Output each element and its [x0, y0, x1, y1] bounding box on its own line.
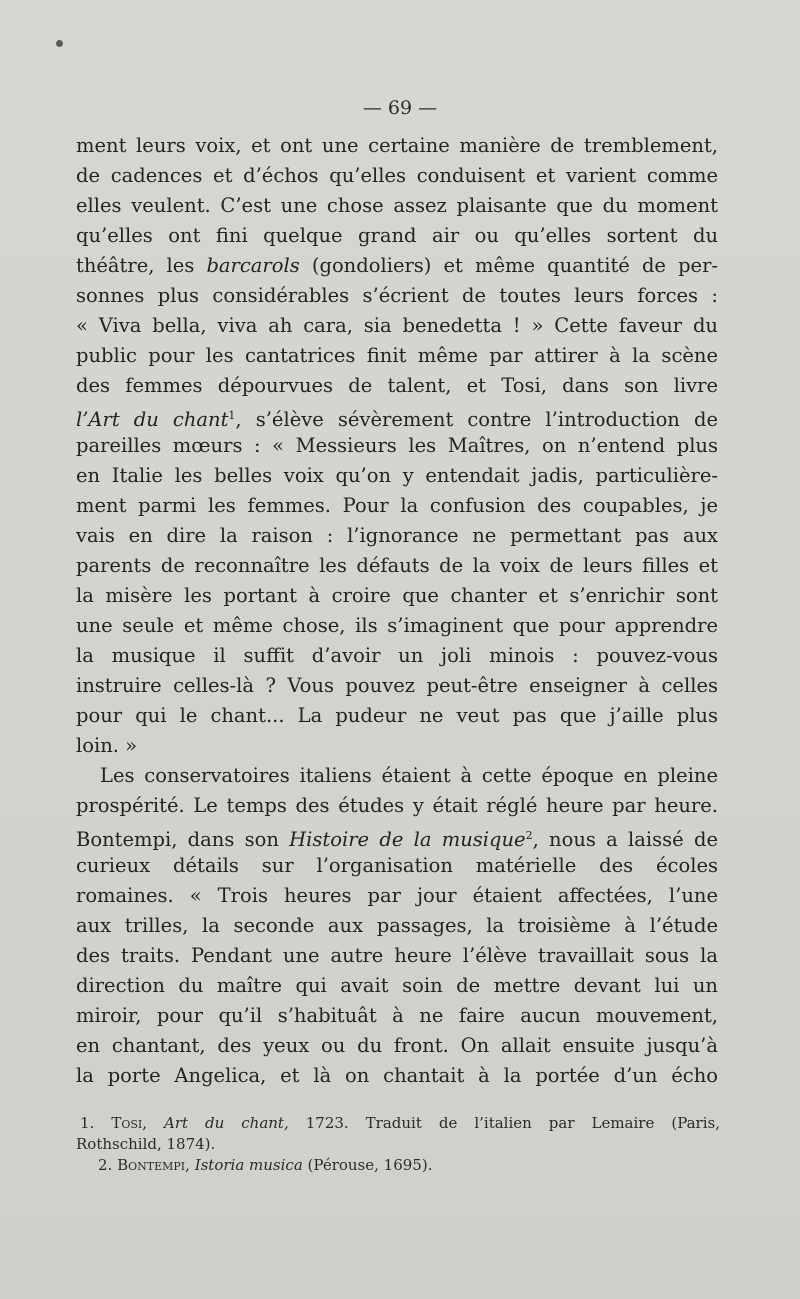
text-run: théâtre, les	[76, 254, 207, 277]
text-line: sonnes plus considérables s’écrient de toutes leurs forces :	[76, 284, 718, 307]
footnote-author: Tosi	[111, 1114, 143, 1132]
text-run: , nous a laissé de	[532, 828, 718, 851]
text-line: instruire celles-là ? Vous pouvez peut-être enseigner à celles	[76, 674, 718, 697]
text-line: Les conservatoires italiens étaient à cette époque en pleine	[100, 764, 718, 787]
text-line: loin. »	[76, 734, 138, 757]
text-line: prospérité. Le temps des études y était réglé heure par heure.	[76, 794, 718, 817]
paragraph-1	[76, 131, 718, 761]
italic-title: Histoire de la musique	[289, 828, 526, 851]
text-line: la porte Angelica, et là on chantait à la portée d’un écho	[76, 1064, 718, 1087]
footnote-author: Bontempi	[117, 1156, 186, 1174]
paragraph-2	[76, 761, 718, 1091]
text-line: curieux détails sur l’organisation matérielle des écoles	[76, 854, 718, 877]
text-run: (gondoliers) et même quantité de per-	[299, 254, 718, 277]
text-line: des traits. Pendant une autre heure l’élève travaillait sous la	[76, 944, 718, 967]
italic-title: l’Art du chant	[76, 408, 229, 431]
text-line	[76, 821, 718, 851]
text-line: parents de reconnaître les défauts de la voix de leurs filles et	[76, 554, 718, 577]
text-line: « Viva bella, viva ah cara, sia benedetta ! » Cette faveur du	[76, 314, 718, 337]
footnote-1: 1. Tosi, Art du chant, 1723. Traduit de l’italien par Lemaire (Paris,	[80, 1114, 720, 1132]
text-line: public pour les cantatrices finit même par attirer à la scène	[76, 344, 718, 367]
footnotes	[76, 1113, 720, 1176]
text-line: de cadences et d’échos qu’elles conduisent et varient comme	[76, 164, 718, 187]
text-line: une seule et même chose, ils s’imaginent que pour apprendre	[76, 614, 718, 637]
text-line: pareilles mœurs : « Messieurs les Maîtres, on n’entend plus	[76, 434, 718, 457]
ink-speck	[56, 40, 63, 47]
page-number: — 69 —	[362, 97, 438, 119]
footnote-title: Istoria musica	[194, 1156, 303, 1174]
text-run: Bontempi, dans son	[76, 828, 290, 851]
text-line: miroir, pour qu’il s’habituât à ne faire aucun mouvement,	[76, 1004, 718, 1027]
italic-term: barcarols	[206, 254, 300, 277]
footnote-number: 2.	[98, 1156, 113, 1174]
text-line: ment leurs voix, et ont une certaine manière de tremblement,	[76, 134, 718, 157]
text-line: en chantant, des yeux ou du front. On allait ensuite jusqu’à	[76, 1034, 718, 1057]
footnote-text: 1723. Traduit de l’italien par Lemaire (Paris,	[288, 1114, 720, 1132]
text-run: , s’élève sévèrement contre l’introduction de	[235, 408, 718, 431]
footnote-text: (Pérouse, 1695).	[302, 1156, 433, 1174]
footnote-ref: 2	[525, 829, 533, 842]
text-line: romaines. « Trois heures par jour étaient affectées, l’une	[76, 884, 718, 907]
text-line	[76, 251, 718, 281]
text-line: elles veulent. C’est une chose assez plaisante que du moment	[76, 194, 718, 217]
footnote-title: Art du chant,	[163, 1114, 289, 1132]
text-line: des femmes dépourvues de talent, et Tosi, dans son livre	[76, 374, 718, 397]
text-line	[76, 401, 718, 431]
text-line: qu’elles ont fini quelque grand air ou qu’elles sortent du	[76, 224, 718, 247]
footnote-2: 2. Bontempi, Istoria musica (Pérouse, 1695).	[98, 1156, 433, 1174]
text-line: direction du maître qui avait soin de mettre devant lui un	[76, 974, 718, 997]
body-text	[76, 131, 718, 1091]
footnote-1-continuation: Rothschild, 1874).	[76, 1135, 216, 1153]
text-line: en Italie les belles voix qu’on y entendait jadis, particulière-	[76, 464, 718, 487]
footnote-number: 1.	[80, 1114, 95, 1132]
text-line: vais en dire la raison : l’ignorance ne permettant pas aux	[76, 524, 718, 547]
text-line: la misère les portant à croire que chanter et s’enrichir sont	[76, 584, 718, 607]
text-line: ment parmi les femmes. Pour la confusion des coupables, je	[76, 494, 718, 517]
text-line: aux trilles, la seconde aux passages, la troisième à l’étude	[76, 914, 718, 937]
text-line: pour qui le chant... La pudeur ne veut pas que j’aille plus	[76, 704, 718, 727]
text-line: la musique il suffit d’avoir un joli minois : pouvez-vous	[76, 644, 718, 667]
footnote-ref: 1	[228, 409, 236, 422]
